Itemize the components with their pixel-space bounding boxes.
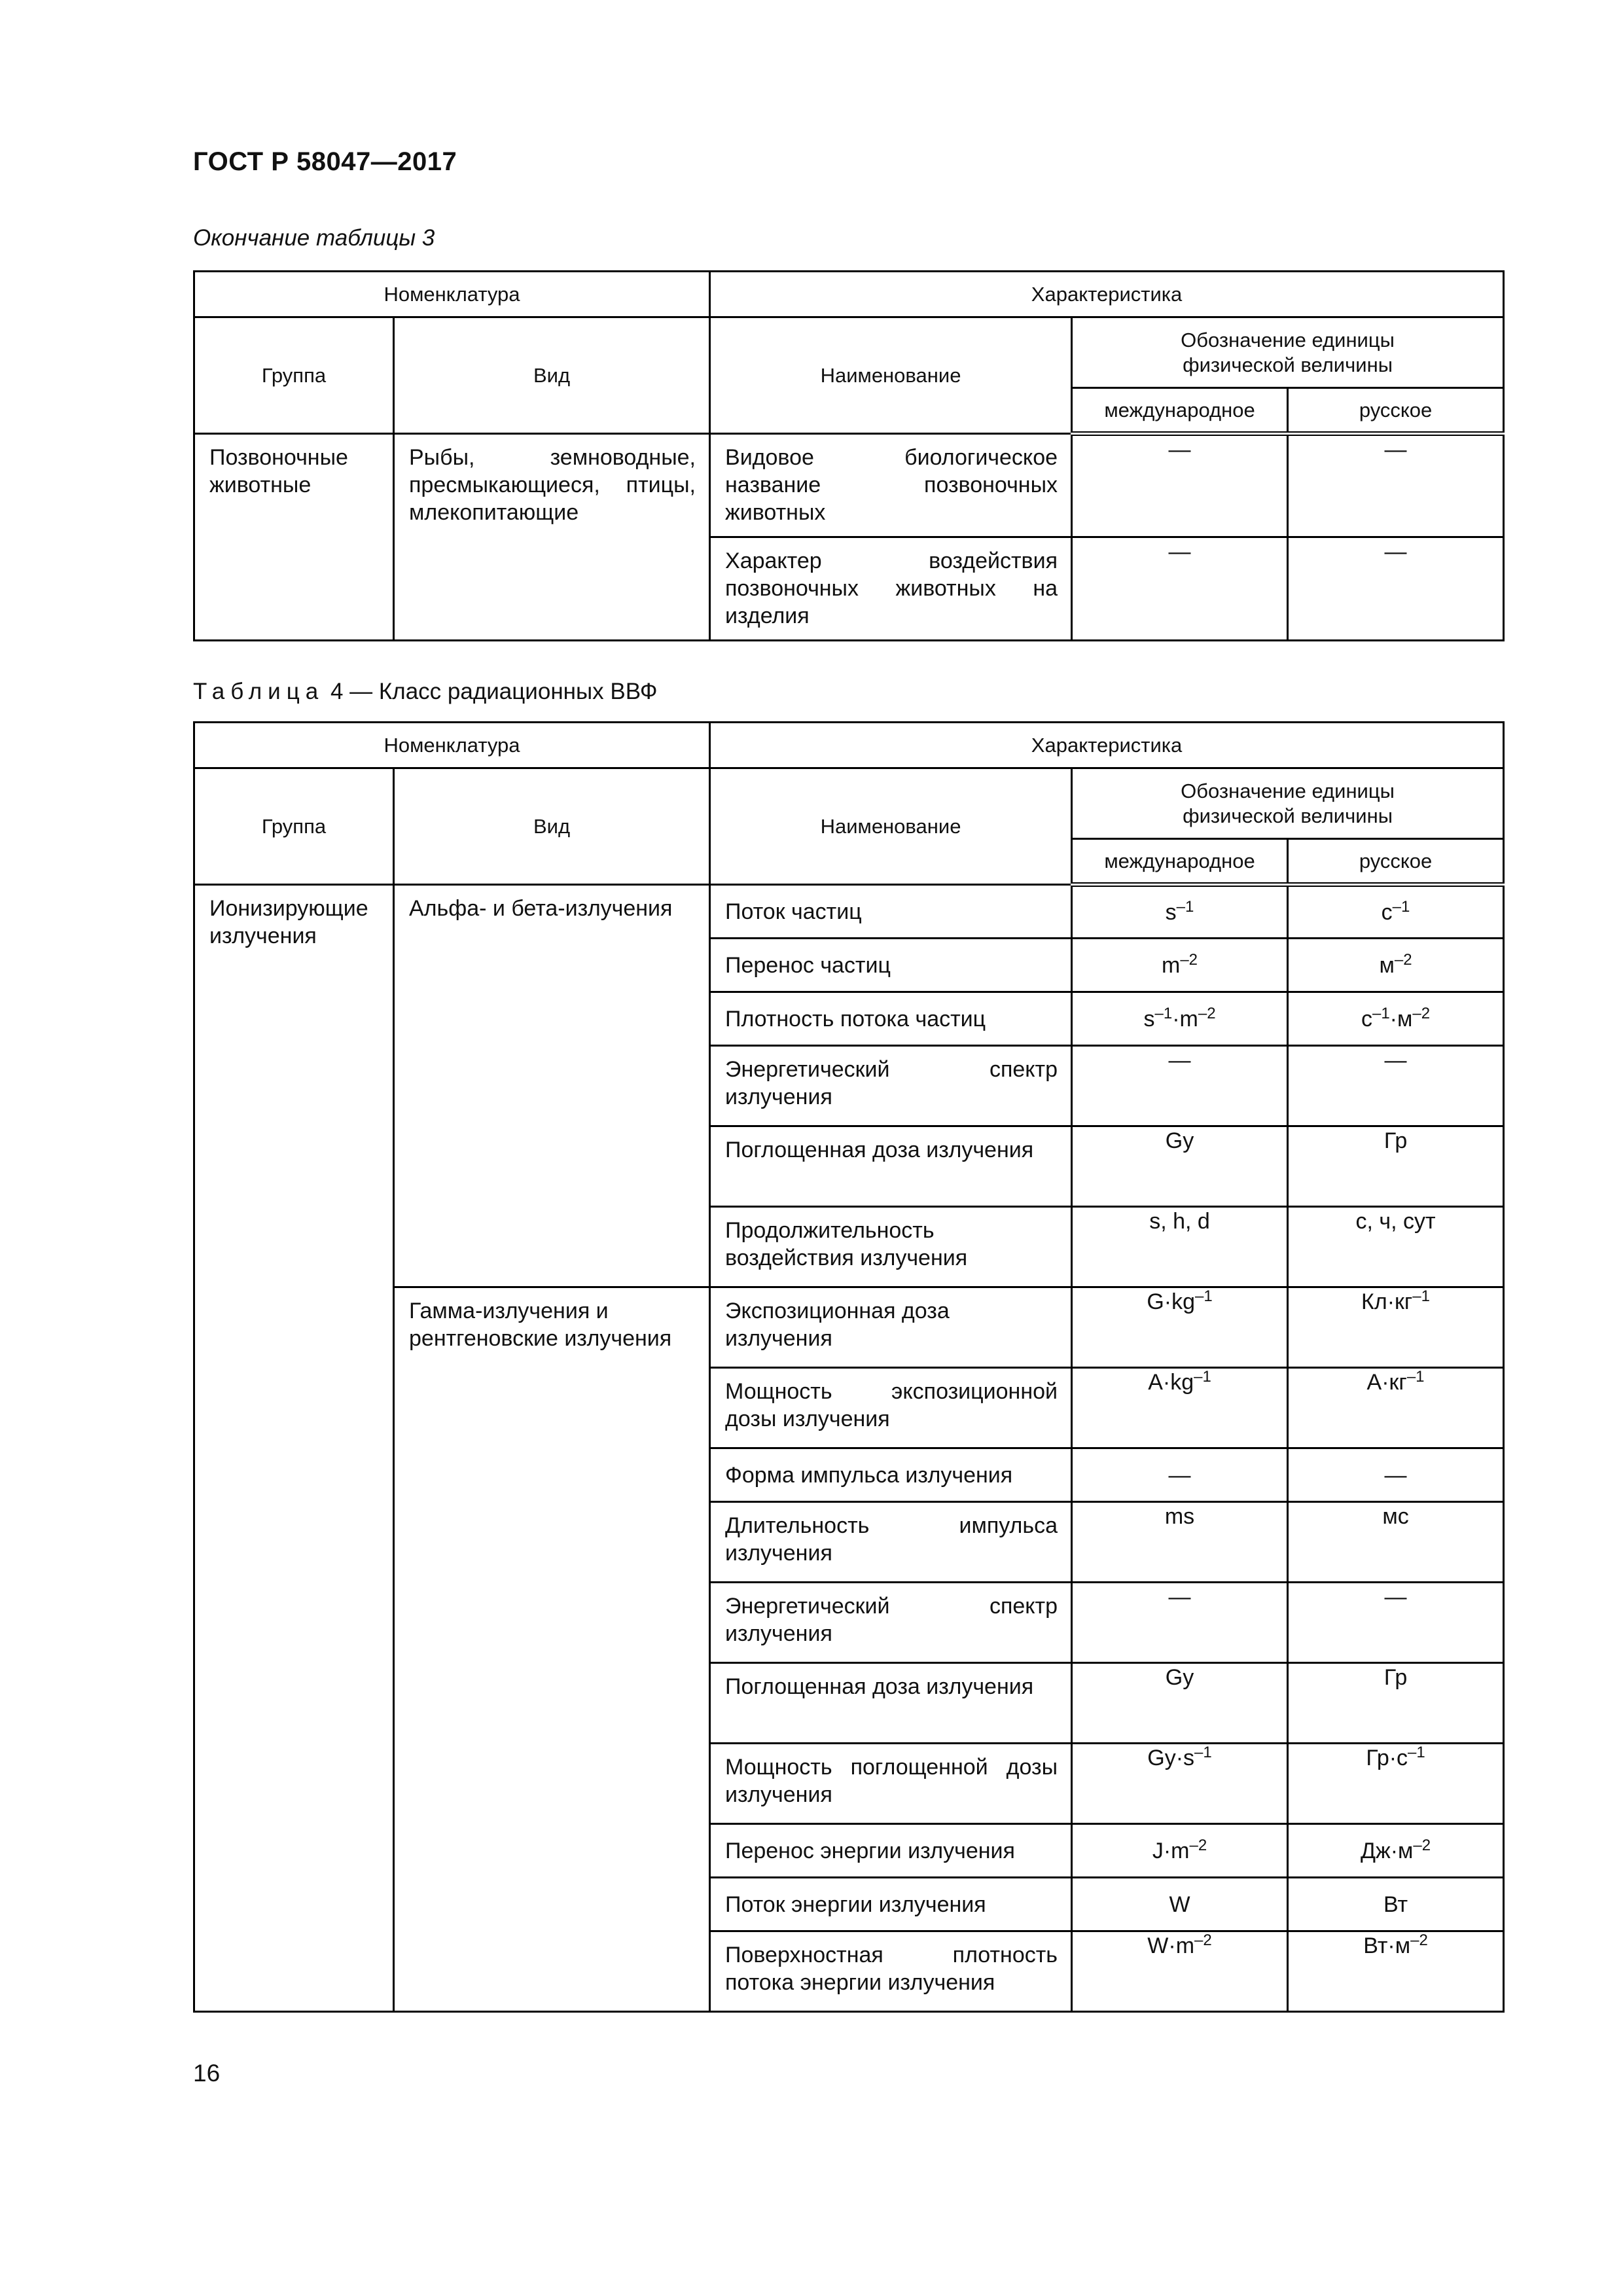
intl-unit-cell: W	[1072, 1878, 1288, 1931]
header-kind: Вид	[394, 768, 710, 885]
group-cell: Ионизирующие излучения	[194, 885, 394, 2012]
rus-unit-cell: —	[1288, 1448, 1504, 1502]
header-group: Группа	[194, 317, 394, 434]
name-cell: Характер воздействия позвоночных животных на изделия	[710, 537, 1072, 641]
document-code: ГОСТ Р 58047—2017	[193, 147, 457, 176]
intl-unit-cell: —	[1072, 537, 1288, 641]
header-name: Наименование	[710, 317, 1072, 434]
intl-unit-cell: —	[1072, 1046, 1288, 1126]
intl-unit-cell: $s^{-1}\cdot m^{-2}$	[1072, 992, 1288, 1046]
header-international: международное	[1072, 388, 1288, 434]
header-characteristic: Характеристика	[710, 723, 1504, 768]
rus-unit-cell: $с^{-1}\cdot м^{-2}$	[1288, 992, 1504, 1046]
intl-unit-cell: ms	[1072, 1502, 1288, 1583]
header-nomenclature: Номенклатура	[194, 272, 710, 317]
header-name: Наименование	[710, 768, 1072, 885]
name-cell: Поток частиц	[710, 885, 1072, 939]
intl-unit-cell: $s^{-1}$	[1072, 885, 1288, 939]
table3-continuation-caption: Окончание таблицы 3	[193, 225, 435, 251]
name-cell: Перенос энергии излучения	[710, 1824, 1072, 1878]
rus-unit-cell: —	[1288, 1046, 1504, 1126]
header-international: международное	[1072, 839, 1288, 885]
name-cell: Поглощенная доза излучения	[710, 1663, 1072, 1744]
intl-unit-cell: —	[1072, 434, 1288, 537]
intl-unit-cell: $A\cdot kg^{-1}$	[1072, 1368, 1288, 1448]
table4	[193, 721, 1505, 2013]
intl-unit-cell: $G\cdot kg^{-1}$	[1072, 1287, 1288, 1368]
intl-unit-cell: —	[1072, 1448, 1288, 1502]
rus-unit-cell: —	[1288, 1583, 1504, 1663]
header-russian: русское	[1288, 388, 1504, 434]
name-cell: Поверхностная плотность потока энергии излучения	[710, 1931, 1072, 2012]
intl-unit-cell: $W\cdot m^{-2}$	[1072, 1931, 1288, 2012]
intl-unit-cell: Gy	[1072, 1663, 1288, 1744]
name-cell: Мощность экспозиционной дозы излучения	[710, 1368, 1072, 1448]
table4-caption: Таблица 4 — Класс радиационных ВВФ	[193, 679, 658, 704]
rus-unit-cell: Вт	[1288, 1878, 1504, 1931]
header-characteristic: Характеристика	[710, 272, 1504, 317]
rus-unit-cell: мс	[1288, 1502, 1504, 1583]
name-cell: Длительность импульса излучения	[710, 1502, 1072, 1583]
rus-unit-cell: с, ч, сут	[1288, 1207, 1504, 1287]
rus-unit-cell: $м^{-2}$	[1288, 939, 1504, 992]
intl-unit-cell: $J\cdot m^{-2}$	[1072, 1824, 1288, 1878]
rus-unit-cell: —	[1288, 537, 1504, 641]
header-group: Группа	[194, 768, 394, 885]
name-cell: Перенос частиц	[710, 939, 1072, 992]
name-cell: Энергетический спектр излучения	[710, 1583, 1072, 1663]
header-unit-designation: Обозначение единицы физической величины	[1072, 317, 1504, 388]
table3	[193, 270, 1505, 641]
rus-unit-cell: $Кл\cdot кг^{-1}$	[1288, 1287, 1504, 1368]
rus-unit-cell: —	[1288, 434, 1504, 537]
kind-cell: Альфа- и бета-излучения	[394, 885, 710, 1287]
intl-unit-cell: Gy	[1072, 1126, 1288, 1207]
kind-cell: Гамма-излучения и рентгеновские излучения	[394, 1287, 710, 2012]
name-cell: Поглощенная доза излучения	[710, 1126, 1072, 1207]
rus-unit-cell: $Дж\cdot м^{-2}$	[1288, 1824, 1504, 1878]
intl-unit-cell: $Gy\cdot s^{-1}$	[1072, 1744, 1288, 1824]
intl-unit-cell: $m^{-2}$	[1072, 939, 1288, 992]
name-cell: Видовое биологическое название позвоночных животных	[710, 434, 1072, 537]
rus-unit-cell: $А\cdot кг^{-1}$	[1288, 1368, 1504, 1448]
rus-unit-cell: Гр	[1288, 1663, 1504, 1744]
header-nomenclature: Номенклатура	[194, 723, 710, 768]
header-kind: Вид	[394, 317, 710, 434]
name-cell: Форма импульса излучения	[710, 1448, 1072, 1502]
header-russian: русское	[1288, 839, 1504, 885]
name-cell: Экспозиционная доза излучения	[710, 1287, 1072, 1368]
intl-unit-cell: s, h, d	[1072, 1207, 1288, 1287]
rus-unit-cell: $Гр\cdot с^{-1}$	[1288, 1744, 1504, 1824]
kind-cell: Рыбы, земноводные, пресмыкающиеся, птицы, млекопитающие	[394, 434, 710, 641]
rus-unit-cell: Гр	[1288, 1126, 1504, 1207]
group-cell: Позвоночные животные	[194, 434, 394, 641]
name-cell: Мощность поглощенной дозы излучения	[710, 1744, 1072, 1824]
name-cell: Продолжительность воздействия излучения	[710, 1207, 1072, 1287]
page-number: 16	[193, 2060, 221, 2087]
intl-unit-cell: —	[1072, 1583, 1288, 1663]
rus-unit-cell: $Вт\cdot м^{-2}$	[1288, 1931, 1504, 2012]
rus-unit-cell: $с^{-1}$	[1288, 885, 1504, 939]
header-unit-designation: Обозначение единицы физической величины	[1072, 768, 1504, 839]
name-cell: Поток энергии излучения	[710, 1878, 1072, 1931]
name-cell: Плотность потока частиц	[710, 992, 1072, 1046]
name-cell: Энергетический спектр излучения	[710, 1046, 1072, 1126]
